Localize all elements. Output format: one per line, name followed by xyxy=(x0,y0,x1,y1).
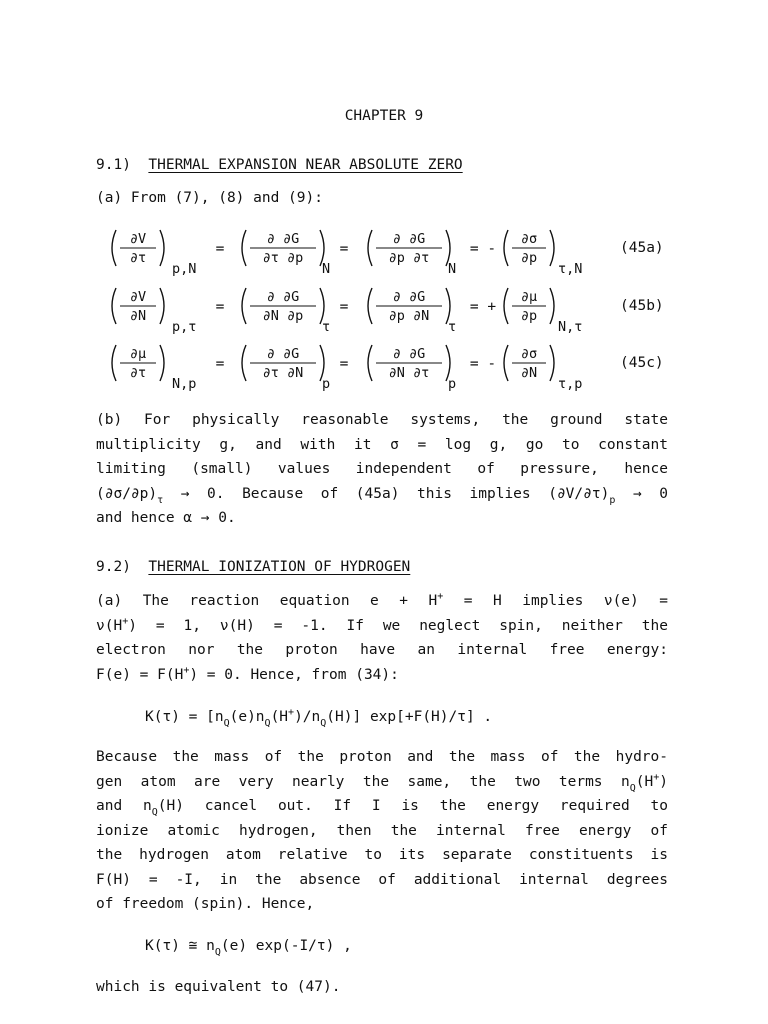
text-fragment: )/n xyxy=(294,709,321,725)
equals-sign: = - xyxy=(469,241,497,257)
subscript: p xyxy=(448,376,457,392)
equals-sign: = xyxy=(339,299,349,315)
subscript: Q xyxy=(151,807,158,818)
part-b-paragraph xyxy=(96,408,668,531)
subscript: Q xyxy=(214,947,221,958)
fraction-numerator: ∂μ xyxy=(520,289,538,305)
fraction-numerator: ∂V xyxy=(129,231,147,247)
text-line: the hydrogen atom relative to its separate constituents is xyxy=(96,847,668,863)
subscript: N xyxy=(322,261,331,277)
equation-k-approx xyxy=(145,938,352,958)
fraction-denominator: ∂τ xyxy=(129,365,147,381)
superscript: + xyxy=(653,771,660,783)
text-fragment: ) = 1, ν(H) = -1. If we neglect spin, neither the xyxy=(128,617,668,634)
equation-45b xyxy=(110,284,670,335)
fraction-denominator: ∂p ∂N xyxy=(388,308,430,324)
section-heading-9-2 xyxy=(96,559,410,575)
equals-sign: = xyxy=(215,241,225,257)
equals-sign: = + xyxy=(469,299,497,315)
subscript: N,p xyxy=(172,376,197,392)
fraction-denominator: ∂p xyxy=(520,250,538,266)
text-fragment: → 0 xyxy=(615,485,668,502)
superscript: + xyxy=(437,591,444,602)
fraction-denominator: ∂N ∂τ xyxy=(388,365,430,381)
subscript: τ,N xyxy=(558,261,583,277)
equation-45c xyxy=(110,341,670,392)
subscript: Q xyxy=(264,718,271,729)
fraction-numerator: ∂V xyxy=(129,289,147,305)
subscript: N,τ xyxy=(558,319,583,335)
mass-paragraph xyxy=(96,745,668,917)
text-fragment: (e) exp(-I/τ) , xyxy=(220,938,352,954)
text-fragment: gen atom are very nearly the same, the two terms n xyxy=(96,773,630,790)
fraction-denominator: ∂p xyxy=(520,308,538,324)
text-line xyxy=(96,614,668,639)
section-title: THERMAL IONIZATION OF HYDROGEN xyxy=(148,559,411,575)
subscript: Q xyxy=(629,782,636,794)
subscript: Q xyxy=(223,718,230,729)
text-line xyxy=(96,482,668,507)
equals-sign: = xyxy=(339,356,349,372)
subscript: N xyxy=(448,261,457,277)
fraction-numerator: ∂ ∂G xyxy=(392,289,426,305)
subscript: τ xyxy=(322,319,331,335)
equation-label: (45c) xyxy=(620,355,664,371)
subscript: p xyxy=(322,376,331,392)
fraction-denominator: ∂τ xyxy=(129,250,147,266)
part-a-paragraph xyxy=(96,589,668,687)
text-fragment: (H)] exp[+F(H)/τ] . xyxy=(326,709,493,725)
text-fragment: → 0. Because of (45a) this implies (∂V/∂τ) xyxy=(163,485,610,502)
subscript: τ xyxy=(448,319,457,335)
text-fragment: (∂σ/∂p) xyxy=(96,485,158,502)
subscript: Q xyxy=(320,718,327,729)
equation-label: (45a) xyxy=(620,240,664,256)
text-fragment: (H) cancel out. If I is the energy required to xyxy=(157,798,668,814)
fraction-denominator: ∂N xyxy=(129,308,147,324)
fraction-denominator: ∂τ ∂p xyxy=(262,250,304,266)
section-number: 9.2) xyxy=(96,559,131,575)
subscript: p,τ xyxy=(172,319,197,335)
text-line: ionize atomic hydrogen, then the internal free energy of xyxy=(96,822,668,839)
fraction-denominator: ∂p ∂τ xyxy=(388,250,430,266)
equation-label: (45b) xyxy=(620,298,664,314)
text-fragment: K(τ) = [n xyxy=(145,709,224,725)
subscript: p,N xyxy=(172,261,197,277)
chapter-title: CHAPTER 9 xyxy=(344,108,424,124)
text-fragment: F(e) = F(H xyxy=(96,666,184,683)
equation-svg xyxy=(110,284,670,336)
subscript: τ,p xyxy=(558,376,583,392)
equation-k xyxy=(145,707,493,729)
fraction-numerator: ∂ ∂G xyxy=(266,346,300,362)
subscript: p xyxy=(609,494,616,506)
text-line: and hence α → 0. xyxy=(96,510,236,526)
text-fragment: ) = 0. Hence, from (34): xyxy=(189,666,399,683)
fraction-numerator: ∂σ xyxy=(520,231,538,247)
part-a-intro: (a) From (7), (8) and (9): xyxy=(96,190,323,206)
subscript: τ xyxy=(157,494,164,506)
text-line: (b) For physically reasonable systems, the ground state xyxy=(96,412,668,428)
section-title: THERMAL EXPANSION NEAR ABSOLUTE ZERO xyxy=(148,157,463,173)
text-line xyxy=(96,589,668,614)
section-number: 9.1) xyxy=(96,157,131,173)
text-fragment: ) xyxy=(659,773,668,790)
text-line xyxy=(96,663,668,688)
equation-svg xyxy=(110,341,670,393)
fraction-denominator: ∂N ∂p xyxy=(262,308,304,324)
text-line: Because the mass of the proton and the mass of the hydro- xyxy=(96,749,668,765)
text-line xyxy=(96,794,668,819)
equals-sign: = xyxy=(215,299,225,315)
text-line: electron nor the proton have an internal free energy: xyxy=(96,642,668,658)
fraction-numerator: ∂ ∂G xyxy=(266,231,300,247)
fraction-numerator: ∂μ xyxy=(129,346,147,362)
equals-sign: = - xyxy=(469,356,497,372)
text-fragment: (H xyxy=(635,773,654,790)
fraction-numerator: ∂σ xyxy=(520,346,538,362)
text-line: limiting (small) values independent of pressure, hence xyxy=(96,461,668,477)
equation-svg xyxy=(110,226,670,278)
text-fragment: and n xyxy=(96,798,152,814)
text-fragment: = H implies ν(e) = xyxy=(443,593,668,609)
text-line xyxy=(96,770,668,795)
superscript: + xyxy=(288,707,295,718)
equation-45a xyxy=(110,226,670,277)
text-fragment: (H xyxy=(270,709,289,725)
equals-sign: = xyxy=(339,241,349,257)
text-fragment: (a) The reaction equation e + H xyxy=(96,593,438,609)
text-fragment: ν(H xyxy=(96,617,123,634)
text-line: multiplicity g, and with it σ = log g, go to constant xyxy=(96,436,668,453)
text-line: F(H) = -I, in the absence of additional internal degrees xyxy=(96,871,668,888)
section-heading-9-1 xyxy=(96,157,463,173)
text-fragment: K(τ) ≅ n xyxy=(145,938,215,954)
fraction-numerator: ∂ ∂G xyxy=(392,346,426,362)
fraction-denominator: ∂N xyxy=(520,365,538,381)
superscript: + xyxy=(122,615,129,627)
equals-sign: = xyxy=(215,356,225,372)
text-fragment: (e)n xyxy=(229,709,265,725)
fraction-numerator: ∂ ∂G xyxy=(392,231,426,247)
text-line: of freedom (spin). Hence, xyxy=(96,896,315,912)
fraction-numerator: ∂ ∂G xyxy=(266,289,300,305)
fraction-denominator: ∂τ ∂N xyxy=(262,365,304,381)
superscript: + xyxy=(183,664,190,676)
closing-line: which is equivalent to (47). xyxy=(96,979,341,995)
